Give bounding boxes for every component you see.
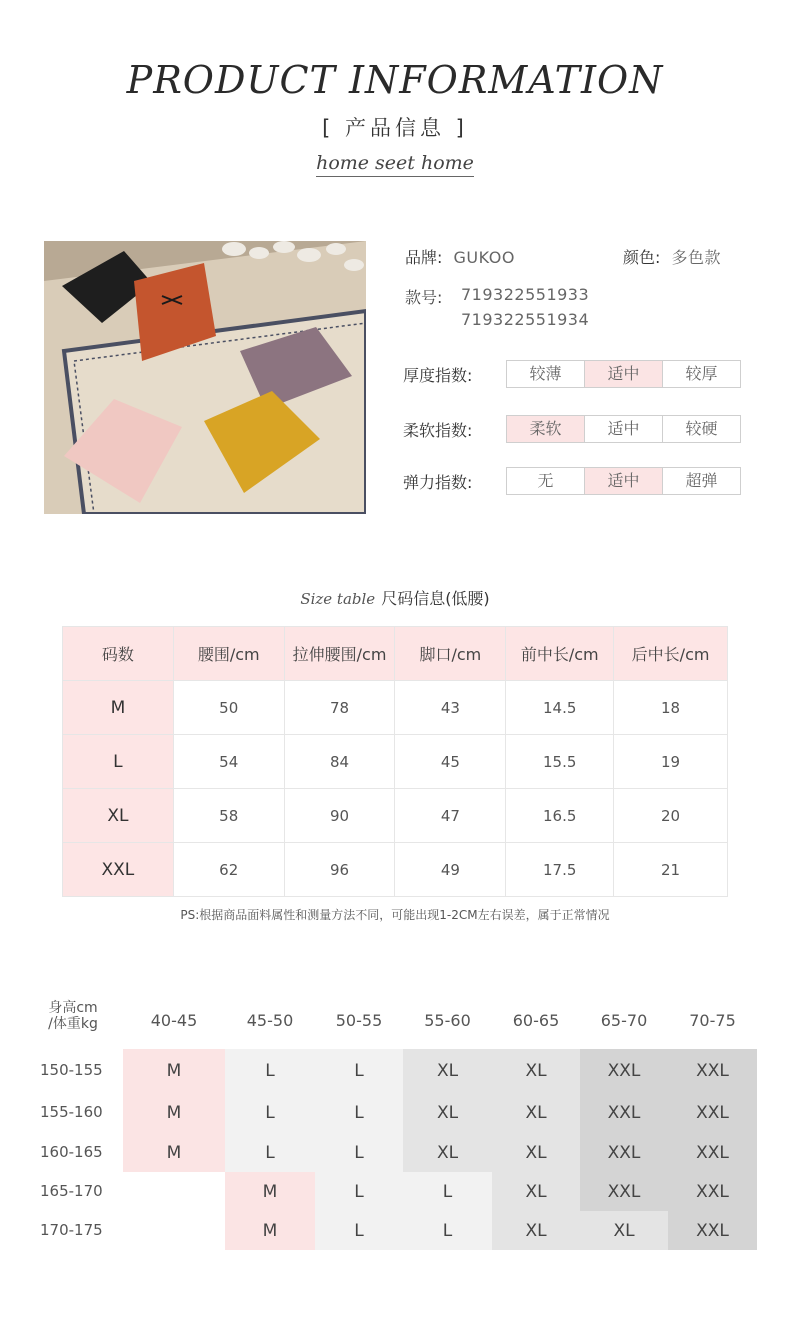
size-table-title — [0, 586, 790, 609]
recommended-size-cell: XXL — [668, 1092, 757, 1133]
recommended-size-cell: L — [403, 1172, 492, 1211]
size-table-cell: 54 — [173, 735, 284, 789]
softness-option-hard: 较硬 — [685, 419, 718, 438]
recommended-size-cell: L — [315, 1133, 403, 1172]
size-table-row — [63, 735, 728, 789]
recommended-size-cell: XL — [403, 1133, 492, 1172]
size-table-cell: 14.5 — [506, 681, 614, 735]
weight-range-header: 70-75 — [689, 1011, 736, 1030]
recommended-size-cell: XXL — [668, 1172, 757, 1211]
recommended-size-cell: M — [225, 1172, 315, 1211]
size-table-cell: 18 — [614, 681, 728, 735]
size-table-size-cell: L — [63, 735, 174, 789]
weight-range-header: 55-60 — [424, 1011, 471, 1030]
recommend-corner-label — [40, 1000, 106, 1032]
size-table-cell: 20 — [614, 789, 728, 843]
elasticity-option-none: 无 — [507, 468, 585, 494]
subtitle-text: home seet home — [316, 152, 474, 177]
softness-option-soft: 柔软 — [507, 416, 585, 442]
thickness-option-medium: 适中 — [585, 361, 663, 387]
color-field — [623, 245, 721, 268]
weight-range-header: 65-70 — [600, 1011, 648, 1030]
recommended-size-cell: XL — [403, 1049, 492, 1092]
recommended-size-cell: L — [403, 1211, 492, 1250]
height-range-label: 150-155 — [40, 1060, 103, 1079]
recommended-size-cell: XL — [403, 1092, 492, 1133]
size-table-cell: 49 — [395, 843, 506, 897]
recommended-size-cell: XXL — [580, 1172, 668, 1211]
color-value: 多色款 — [671, 248, 722, 267]
size-table-cell: 58 — [173, 789, 284, 843]
thickness-option-thin: 较薄 — [507, 361, 585, 387]
elasticity-index — [403, 467, 743, 495]
recommended-size-cell: M — [123, 1092, 225, 1133]
model-label: 款号: — [405, 288, 443, 307]
height-range-label: 155-160 — [40, 1102, 103, 1121]
softness-option-medium: 适中 — [585, 416, 663, 442]
recommended-size-cell: XXL — [668, 1211, 757, 1250]
softness-options — [506, 415, 741, 443]
softness-label: 柔软指数: — [403, 421, 473, 440]
color-label: 颜色: — [623, 248, 661, 267]
size-table-title-cn: 尺码信息(低腰) — [381, 589, 490, 608]
recommended-size-cell: XL — [580, 1211, 668, 1250]
size-table-title-en: Size table — [300, 590, 376, 608]
size-table-cell: 62 — [173, 843, 284, 897]
recommended-size-cell: M — [123, 1133, 225, 1172]
recommended-size-cell: L — [315, 1049, 403, 1092]
header-leg-opening: 脚口/cm — [395, 627, 506, 681]
weight-unit-label: /体重kg — [48, 1016, 98, 1032]
recommended-size-cell: XXL — [580, 1049, 668, 1092]
model-value-2: 719322551934 — [461, 310, 590, 329]
size-table-size-cell: XXL — [63, 843, 174, 897]
header-waist: 腰围/cm — [173, 627, 284, 681]
size-table-cell: 50 — [173, 681, 284, 735]
model-value-1: 719322551933 — [461, 285, 590, 304]
size-table-cell: 96 — [284, 843, 395, 897]
recommended-size-cell: XL — [492, 1049, 580, 1092]
size-table-row — [63, 843, 728, 897]
size-table-cell: 17.5 — [506, 843, 614, 897]
brand-field — [405, 245, 515, 268]
brand-label: 品牌: — [405, 248, 443, 267]
recommended-size-cell: XL — [492, 1172, 580, 1211]
recommended-size-cell: L — [225, 1133, 315, 1172]
thickness-option-thick: 较厚 — [685, 364, 718, 383]
thickness-label: 厚度指数: — [403, 366, 473, 385]
size-table-cell: 16.5 — [506, 789, 614, 843]
height-range-label: 160-165 — [40, 1142, 103, 1161]
height-unit-label: 身高cm — [48, 1000, 98, 1016]
softness-index — [403, 415, 743, 443]
size-table-cell: 15.5 — [506, 735, 614, 789]
height-range-label: 170-175 — [40, 1220, 103, 1239]
recommended-size-cell: XL — [492, 1133, 580, 1172]
recommended-size-cell: M — [123, 1049, 225, 1092]
weight-range-header: 60-65 — [512, 1011, 560, 1030]
recommended-size-cell: L — [315, 1172, 403, 1211]
header-front-rise: 前中长/cm — [506, 627, 614, 681]
weight-range-header: 50-55 — [335, 1011, 383, 1030]
thickness-options — [506, 360, 741, 388]
recommended-size-cell: XXL — [580, 1092, 668, 1133]
page-subtitle — [0, 152, 790, 174]
elasticity-option-super: 超弹 — [685, 471, 718, 490]
elasticity-option-medium: 适中 — [585, 468, 663, 494]
size-table-cell: 84 — [284, 735, 395, 789]
page-title-cn: [ 产品信息 ] — [322, 116, 468, 140]
size-table-cell: 19 — [614, 735, 728, 789]
size-table-header-row — [63, 627, 728, 681]
size-table-cell: 21 — [614, 843, 728, 897]
recommended-size-cell: XXL — [668, 1133, 757, 1172]
weight-range-header: 40-45 — [150, 1011, 198, 1030]
header-stretch-waist: 拉伸腰围/cm — [284, 627, 395, 681]
recommended-size-cell: L — [225, 1092, 315, 1133]
header-back-rise: 后中长/cm — [614, 627, 728, 681]
recommended-size-cell: L — [225, 1049, 315, 1092]
recommended-size-cell: XXL — [580, 1133, 668, 1172]
thickness-index — [403, 360, 743, 388]
size-table-cell: 47 — [395, 789, 506, 843]
recommended-size-cell: XL — [492, 1092, 580, 1133]
size-table-size-cell: XL — [63, 789, 174, 843]
size-table-cell: 78 — [284, 681, 395, 735]
elasticity-options — [506, 467, 741, 495]
size-table-row — [63, 789, 728, 843]
product-photo — [44, 241, 366, 514]
size-note: PS:根据商品面料属性和测量方法不同，可能出现1-2CM左右误差，属于正常情况 — [180, 908, 610, 922]
weight-range-header: 45-50 — [246, 1011, 294, 1030]
recommended-size-cell: L — [315, 1092, 403, 1133]
size-table-row — [63, 681, 728, 735]
size-table — [62, 626, 728, 897]
elasticity-label: 弹力指数: — [403, 473, 473, 492]
recommended-size-cell: XL — [492, 1211, 580, 1250]
height-range-label: 165-170 — [40, 1181, 103, 1200]
header-size: 码数 — [63, 627, 174, 681]
brand-value: GUKOO — [453, 248, 515, 267]
recommended-size-cell: XXL — [668, 1049, 757, 1092]
size-table-cell: 43 — [395, 681, 506, 735]
size-table-size-cell: M — [63, 681, 174, 735]
recommended-size-cell: L — [315, 1211, 403, 1250]
page-title: PRODUCT INFORMATION — [126, 58, 664, 102]
recommended-size-cell: M — [225, 1211, 315, 1250]
size-table-cell: 90 — [284, 789, 395, 843]
size-table-cell: 45 — [395, 735, 506, 789]
